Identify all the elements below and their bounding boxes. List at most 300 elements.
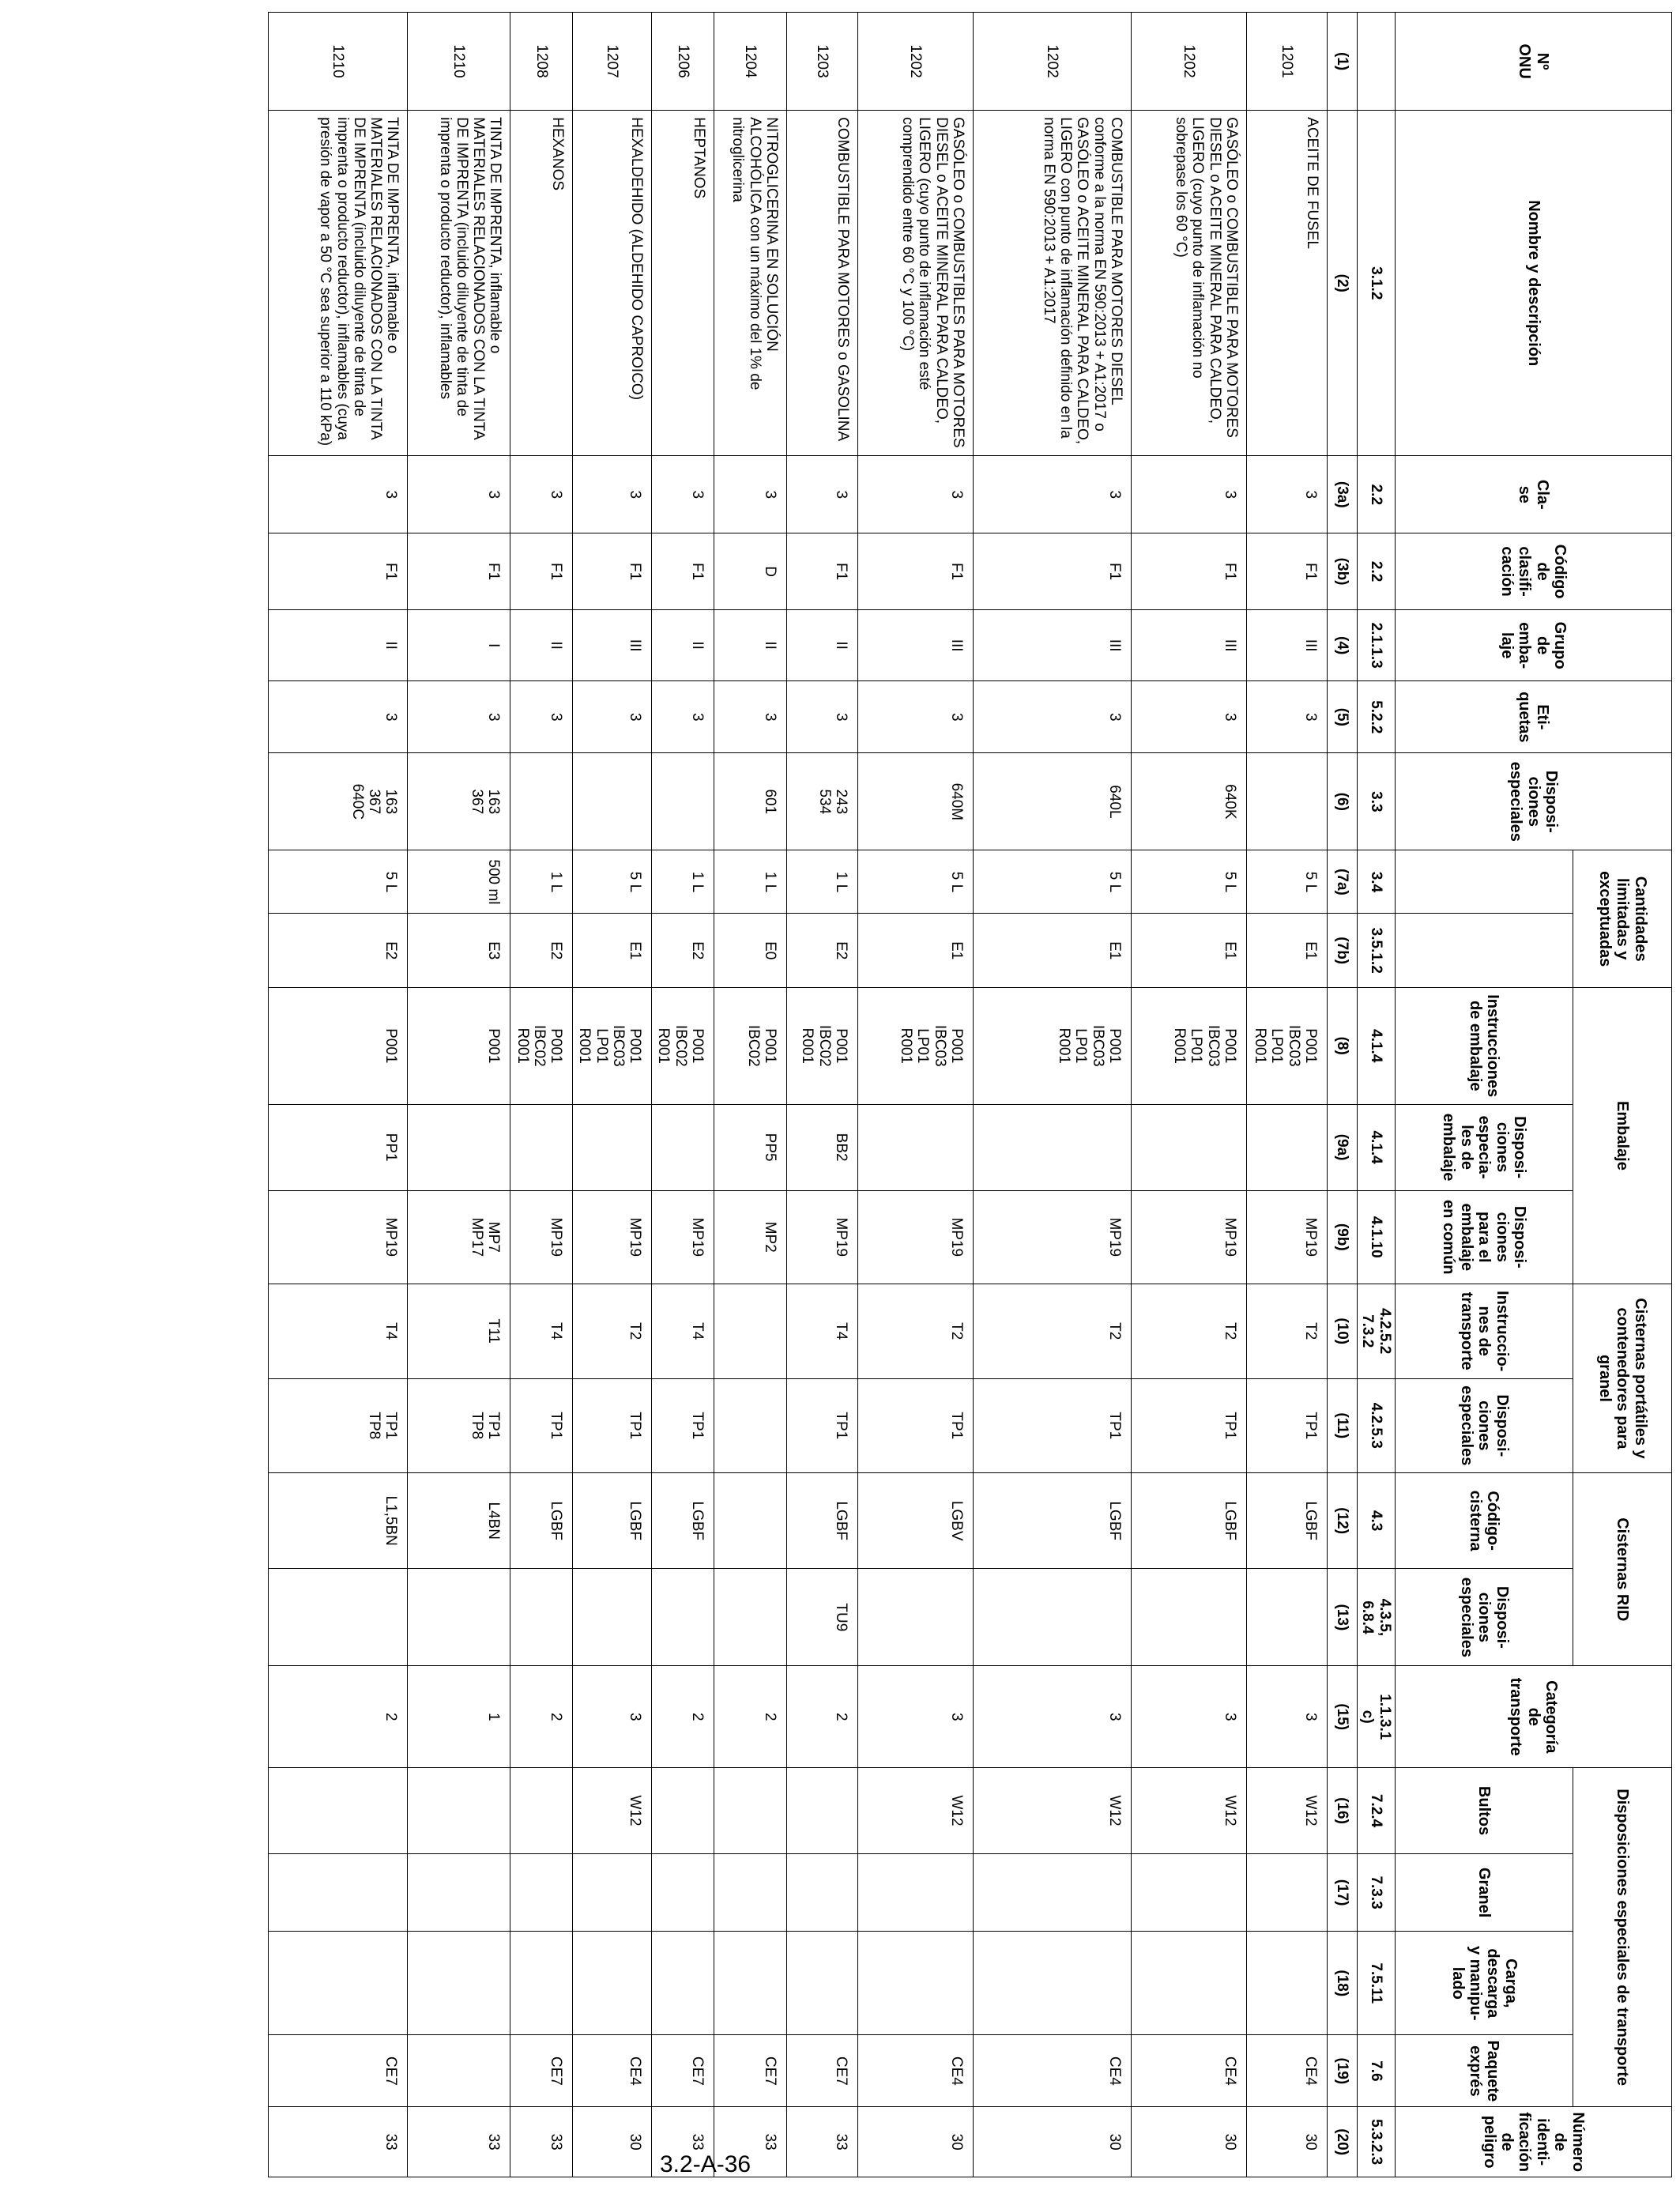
data-cell: F1 — [269, 533, 408, 610]
data-cell — [787, 1768, 858, 1854]
data-cell — [408, 1932, 510, 2035]
un-number-cell: 1203 — [787, 13, 858, 111]
data-cell: 640K — [1132, 753, 1247, 850]
data-cell: E2 — [787, 914, 858, 988]
data-cell — [974, 1569, 1132, 1666]
data-cell: BB2 — [787, 1104, 858, 1190]
header-classification-code: Código de clasifi- cación — [1396, 533, 1672, 610]
data-cell: 3 — [269, 681, 408, 753]
data-cell — [858, 1104, 974, 1190]
data-cell: TP1 — [652, 1378, 714, 1473]
data-cell: TP1 TP8 — [408, 1378, 510, 1473]
data-cell — [269, 1932, 408, 2035]
data-cell — [652, 1768, 714, 1854]
data-cell — [1247, 1932, 1328, 2035]
data-cell: P001 IBC03 LP01 R001 — [1132, 987, 1247, 1104]
header-bulk: Granel — [1396, 1854, 1573, 1932]
data-cell: III — [974, 609, 1132, 680]
header-tank-code: Código- cisterna — [1396, 1473, 1573, 1569]
data-cell: 3 — [408, 681, 510, 753]
header-hazard-id: Número de identi- ficación de peligro — [1396, 2107, 1672, 2177]
data-cell: 500 ml — [408, 850, 510, 914]
data-cell: I — [408, 609, 510, 680]
un-number-cell: 1202 — [858, 13, 974, 111]
data-cell: 3 — [1132, 1666, 1247, 1768]
data-cell: 33 — [408, 2107, 510, 2177]
data-cell — [974, 1854, 1132, 1932]
name-description-cell: GASÓLEO o COMBUSTIBLE PARA MOTORES DIESEL o ACEITE MINERAL PARA CALDEO, LIGERO (cuyo punto de inflamación no sobrepase los 60 °C) — [1132, 111, 1247, 456]
data-cell: 3 — [714, 681, 787, 753]
table-row — [858, 13, 974, 2177]
data-cell — [652, 1854, 714, 1932]
data-cell — [974, 1932, 1132, 2035]
name-description-cell: GASÓLEO o COMBUSTIBLES PARA MOTORES DIESEL o ACEITE MINERAL PARA CALDEO, LIGERO (cuyo punto de inflamación esté comprendido entre 60 °C y 100 °C) — [858, 111, 974, 456]
data-cell: 3 — [787, 456, 858, 533]
data-cell: 1 — [408, 1666, 510, 1768]
data-cell: 163 367 640C — [269, 753, 408, 850]
data-cell: E2 — [510, 914, 573, 988]
ref-cell: 5.2.2 — [1358, 681, 1396, 753]
data-cell — [858, 1569, 974, 1666]
ref-cell: 4.2.5.2 7.3.2 — [1358, 1284, 1396, 1378]
data-cell: 2 — [510, 1666, 573, 1768]
data-cell: T2 — [1247, 1284, 1328, 1378]
data-cell: CE4 — [1132, 2035, 1247, 2107]
data-cell — [974, 1104, 1132, 1190]
data-cell — [408, 1854, 510, 1932]
data-cell: E2 — [652, 914, 714, 988]
ref-cell: 4.2.5.3 — [1358, 1378, 1396, 1473]
data-cell: T2 — [573, 1284, 652, 1378]
data-cell — [787, 1854, 858, 1932]
data-cell: 640L — [974, 753, 1132, 850]
data-cell: 601 — [714, 753, 787, 850]
data-cell: 1 L — [510, 850, 573, 914]
un-number-cell: 1201 — [1247, 13, 1328, 111]
data-cell: 2 — [652, 1666, 714, 1768]
header-loading: Carga, descarga y manipu- lado — [1396, 1932, 1573, 2035]
data-cell — [652, 1932, 714, 2035]
data-cell: F1 — [408, 533, 510, 610]
column-number-cell: (20) — [1328, 2107, 1358, 2177]
header-portable-tanks: Cisternas portátiles y contenedores para granel — [1573, 1284, 1672, 1472]
data-cell: 3 — [573, 681, 652, 753]
data-cell: P001 IBC02 R001 — [652, 987, 714, 1104]
data-cell: CE7 — [510, 2035, 573, 2107]
data-cell — [510, 1854, 573, 1932]
data-cell: 5 L — [573, 850, 652, 914]
data-cell: 3 — [510, 681, 573, 753]
data-cell — [408, 1768, 510, 1854]
data-cell: TP1 TP8 — [269, 1378, 408, 1473]
data-cell: 2 — [714, 1666, 787, 1768]
table-row — [269, 13, 408, 2177]
data-cell — [573, 1854, 652, 1932]
data-cell: TP1 — [1132, 1378, 1247, 1473]
data-cell: W12 — [858, 1768, 974, 1854]
column-number-cell: (17) — [1328, 1854, 1358, 1932]
data-cell: 5 L — [1247, 850, 1328, 914]
column-number-cell: (11) — [1328, 1378, 1358, 1473]
data-cell: L4BN — [408, 1473, 510, 1569]
table-row — [408, 13, 510, 2177]
data-cell: 1 L — [714, 850, 787, 914]
ref-cell: 2.2 — [1358, 533, 1396, 610]
data-cell: 30 — [974, 2107, 1132, 2177]
data-cell: 3 — [408, 456, 510, 533]
data-cell: T2 — [858, 1284, 974, 1378]
data-cell — [510, 1768, 573, 1854]
data-cell: P001 IBC03 LP01 R001 — [974, 987, 1132, 1104]
name-description-cell: TINTA DE IMPRENTA, inflamable o MATERIALES RELACIONADOS CON LA TINTA DE IMPRENTA (incluido diluyente de tinta de imprenta o producto reductor), inflamables (cuya presión de vapor a 50 °C sea superior a 110 kPa) — [269, 111, 408, 456]
data-cell: T11 — [408, 1284, 510, 1378]
data-cell — [714, 1768, 787, 1854]
data-cell — [1247, 1569, 1328, 1666]
data-cell: W12 — [573, 1768, 652, 1854]
header-packaging: Embalaje — [1573, 987, 1672, 1284]
table-row — [573, 13, 652, 2177]
data-cell — [408, 2035, 510, 2107]
header-name: Nombre y descripción — [1396, 111, 1672, 456]
data-cell: MP19 — [974, 1190, 1132, 1284]
data-cell: III — [1132, 609, 1247, 680]
data-cell: P001 IBC02 R001 — [787, 987, 858, 1104]
data-cell: E1 — [974, 914, 1132, 988]
header-packing-instructions: Instrucciones de embalaje — [1396, 987, 1573, 1104]
table-row — [787, 13, 858, 2177]
data-cell — [269, 1854, 408, 1932]
un-number-cell: 1202 — [974, 13, 1132, 111]
data-cell — [510, 753, 573, 850]
column-number-cell: (18) — [1328, 1932, 1358, 2035]
un-number-cell: 1204 — [714, 13, 787, 111]
data-cell: P001 IBC03 LP01 R001 — [573, 987, 652, 1104]
data-cell: II — [652, 609, 714, 680]
data-cell: MP19 — [652, 1190, 714, 1284]
data-cell — [408, 1569, 510, 1666]
data-cell: E3 — [408, 914, 510, 988]
data-cell: E1 — [573, 914, 652, 988]
data-cell: CE7 — [787, 2035, 858, 2107]
header-tank-special: Disposi- ciones especiales — [1396, 1569, 1573, 1666]
data-cell: MP19 — [510, 1190, 573, 1284]
ref-cell: 4.3 — [1358, 1473, 1396, 1569]
ref-cell: 2.2 — [1358, 456, 1396, 533]
data-cell — [1132, 1104, 1247, 1190]
data-cell: 3 — [714, 456, 787, 533]
data-cell: 3 — [652, 456, 714, 533]
data-cell: 3 — [858, 456, 974, 533]
header-row-1 — [1573, 13, 1672, 2177]
data-cell: F1 — [1132, 533, 1247, 610]
data-cell: 33 — [714, 2107, 787, 2177]
data-cell: 3 — [787, 681, 858, 753]
data-cell: 2 — [269, 1666, 408, 1768]
data-cell: P001 IBC02 R001 — [510, 987, 573, 1104]
data-cell: 5 L — [269, 850, 408, 914]
data-cell — [714, 1284, 787, 1378]
name-description-cell: COMBUSTIBLE PARA MOTORES DIESEL conforme a la norma EN 590:2013 + A1:2017 o GASÓLEO o ACEITE MINERAL PARA CALDEO, LIGERO con punto de inflamación definido en la norma EN 590:2013 + A1:2017 — [974, 111, 1132, 456]
header-rid-tanks: Cisternas RID — [1573, 1473, 1672, 1666]
column-number-cell: (7a) — [1328, 850, 1358, 914]
data-cell: 33 — [510, 2107, 573, 2177]
data-cell — [714, 1932, 787, 2035]
header-mixed-packing: Disposi- ciones para el embalaje en común — [1396, 1190, 1573, 1284]
data-cell: II — [510, 609, 573, 680]
ref-cell: 4.1.4 — [1358, 1104, 1396, 1190]
data-cell: T4 — [652, 1284, 714, 1378]
data-cell: 30 — [1247, 2107, 1328, 2177]
column-number-cell: (19) — [1328, 2035, 1358, 2107]
data-cell: P001 — [408, 987, 510, 1104]
data-cell — [1247, 1104, 1328, 1190]
un-number-cell: 1210 — [408, 13, 510, 111]
data-cell: T4 — [269, 1284, 408, 1378]
column-number-cell: (7b) — [1328, 914, 1358, 988]
table-row — [510, 13, 573, 2177]
header-packing-group: Grupo de emba- laje — [1396, 609, 1672, 680]
data-cell: D — [714, 533, 787, 610]
data-cell — [652, 1104, 714, 1190]
data-cell: TP1 — [787, 1378, 858, 1473]
data-cell: III — [1247, 609, 1328, 680]
data-cell — [1132, 1569, 1247, 1666]
data-cell: 33 — [787, 2107, 858, 2177]
un-number-cell: 1207 — [573, 13, 652, 111]
header-excepted-quantity-empty — [1396, 914, 1573, 988]
data-cell — [573, 753, 652, 850]
data-cell — [714, 1569, 787, 1666]
data-cell: 163 367 — [408, 753, 510, 850]
ref-cell: 7.6 — [1358, 2035, 1396, 2107]
column-number-cell: (6) — [1328, 753, 1358, 850]
header-un-number: Nº ONU — [1396, 13, 1672, 111]
data-cell: MP2 — [714, 1190, 787, 1284]
data-cell: II — [714, 609, 787, 680]
data-cell — [573, 1932, 652, 2035]
ref-cell: 3.4 — [1358, 850, 1396, 914]
data-cell: PP5 — [714, 1104, 787, 1190]
data-cell — [858, 1932, 974, 2035]
name-description-cell: COMBUSTIBLE PARA MOTORES o GASOLINA — [787, 111, 858, 456]
data-cell: LGBF — [787, 1473, 858, 1569]
data-cell — [510, 1569, 573, 1666]
data-cell: 3 — [974, 681, 1132, 753]
data-cell — [714, 1854, 787, 1932]
data-cell: LGBF — [974, 1473, 1132, 1569]
data-cell: 3 — [573, 456, 652, 533]
data-cell: T4 — [510, 1284, 573, 1378]
table-body — [269, 13, 1328, 2177]
ref-cell: 1.1.3.1 c) — [1358, 1666, 1396, 1768]
table-row — [1247, 13, 1328, 2177]
data-cell — [510, 1104, 573, 1190]
column-number-cell: (9a) — [1328, 1104, 1358, 1190]
table-row — [652, 13, 714, 2177]
data-cell: E1 — [1247, 914, 1328, 988]
header-transport-category: Categoría de transporte — [1396, 1666, 1672, 1768]
data-cell: W12 — [1247, 1768, 1328, 1854]
data-cell: F1 — [787, 533, 858, 610]
header-limited-quantities: Cantidades limitadas y exceptuadas — [1573, 850, 1672, 988]
data-cell — [1247, 753, 1328, 850]
data-cell: L1,5BN — [269, 1473, 408, 1569]
data-cell: TP1 — [573, 1378, 652, 1473]
column-number-cell: (15) — [1328, 1666, 1358, 1768]
data-cell: F1 — [573, 533, 652, 610]
data-cell: TP1 — [1247, 1378, 1328, 1473]
data-cell: LGBF — [652, 1473, 714, 1569]
dangerous-goods-table — [268, 12, 1672, 2177]
column-number-cell: (2) — [1328, 111, 1358, 456]
data-cell: 1 L — [652, 850, 714, 914]
data-cell: P001 IBC03 LP01 R001 — [858, 987, 974, 1104]
data-cell: LGBF — [1132, 1473, 1247, 1569]
name-description-cell: ACEITE DE FUSEL — [1247, 111, 1328, 456]
table-row — [1132, 13, 1247, 2177]
header-packages: Bultos — [1396, 1768, 1573, 1854]
column-number-cell: (16) — [1328, 1768, 1358, 1854]
data-cell: 30 — [858, 2107, 974, 2177]
data-cell — [269, 1569, 408, 1666]
data-cell: E1 — [858, 914, 974, 988]
column-number-cell: (8) — [1328, 987, 1358, 1104]
data-cell: CE4 — [858, 2035, 974, 2107]
data-cell: E1 — [1132, 914, 1247, 988]
data-cell: 3 — [974, 1666, 1132, 1768]
data-cell — [573, 1104, 652, 1190]
data-cell: F1 — [858, 533, 974, 610]
data-cell: P001 IBC02 — [714, 987, 787, 1104]
data-cell — [787, 1932, 858, 2035]
data-cell: MP19 — [573, 1190, 652, 1284]
data-cell: CE7 — [714, 2035, 787, 2107]
data-cell: E0 — [714, 914, 787, 988]
un-number-cell: 1206 — [652, 13, 714, 111]
data-cell — [1132, 1854, 1247, 1932]
header-labels: Eti- quetas — [1396, 681, 1672, 753]
reference-row — [1358, 13, 1396, 2177]
data-cell: CE7 — [269, 2035, 408, 2107]
ref-cell — [1358, 13, 1396, 111]
data-cell: F1 — [1247, 533, 1328, 610]
data-cell: LGBF — [1247, 1473, 1328, 1569]
data-cell: 3 — [1247, 456, 1328, 533]
ref-cell: 4.1.10 — [1358, 1190, 1396, 1284]
data-cell: CE4 — [1247, 2035, 1328, 2107]
data-cell — [269, 1768, 408, 1854]
header-special-packing-provisions: Disposi- ciones especia- les de embalaje — [1396, 1104, 1573, 1190]
data-cell: 3 — [858, 681, 974, 753]
data-cell: LGBF — [510, 1473, 573, 1569]
data-cell: LGBV — [858, 1473, 974, 1569]
ref-cell: 7.2.4 — [1358, 1768, 1396, 1854]
data-cell: MP19 — [1247, 1190, 1328, 1284]
ref-cell: 3.3 — [1358, 753, 1396, 850]
data-cell — [652, 753, 714, 850]
data-cell: 3 — [974, 456, 1132, 533]
name-description-cell: TINTA DE IMPRENTA, inflamable o MATERIALES RELACIONADOS CON LA TINTA DE IMPRENTA (incluido diluyente de tinta de imprenta o producto reductor), inflamables — [408, 111, 510, 456]
header-special-provisions: Disposi- ciones especiales — [1396, 753, 1672, 850]
data-cell: 2 — [787, 1666, 858, 1768]
data-cell: W12 — [974, 1768, 1132, 1854]
data-cell — [652, 1569, 714, 1666]
data-cell — [714, 1378, 787, 1473]
data-cell: F1 — [510, 533, 573, 610]
ref-cell: 7.5.11 — [1358, 1932, 1396, 2035]
data-cell: 3 — [1247, 1666, 1328, 1768]
data-cell: PP1 — [269, 1104, 408, 1190]
column-number-cell: (13) — [1328, 1569, 1358, 1666]
name-description-cell: HEXALDEHIDO (ALDEHIDO CAPROICO) — [573, 111, 652, 456]
header-class: Cla- se — [1396, 456, 1672, 533]
data-cell: 3 — [858, 1666, 974, 1768]
data-cell: T2 — [1132, 1284, 1247, 1378]
data-cell: 5 L — [858, 850, 974, 914]
data-cell: 3 — [1247, 681, 1328, 753]
data-cell — [1247, 1854, 1328, 1932]
data-cell: III — [858, 609, 974, 680]
data-cell: F1 — [652, 533, 714, 610]
page-number: 3.2-A-36 — [660, 2151, 751, 2177]
data-cell: T2 — [974, 1284, 1132, 1378]
header-limited-quantity-empty — [1396, 850, 1573, 914]
data-cell — [573, 1569, 652, 1666]
ref-cell: 2.1.1.3 — [1358, 609, 1396, 680]
column-number-cell: (3b) — [1328, 533, 1358, 610]
data-cell — [714, 1473, 787, 1569]
table-row — [974, 13, 1132, 2177]
data-cell: II — [787, 609, 858, 680]
data-cell — [858, 1854, 974, 1932]
ref-cell: 7.3.3 — [1358, 1854, 1396, 1932]
data-cell: 640M — [858, 753, 974, 850]
data-cell: E2 — [269, 914, 408, 988]
data-cell: 33 — [269, 2107, 408, 2177]
data-cell: TP1 — [858, 1378, 974, 1473]
ref-cell: 5.3.2.3 — [1358, 2107, 1396, 2177]
column-number-cell: (3a) — [1328, 456, 1358, 533]
ref-cell: 3.1.2 — [1358, 111, 1396, 456]
data-cell: F1 — [974, 533, 1132, 610]
data-cell: TP1 — [510, 1378, 573, 1473]
data-cell — [408, 1104, 510, 1190]
un-number-cell: 1202 — [1132, 13, 1247, 111]
data-cell: TU9 — [787, 1569, 858, 1666]
data-cell: MP19 — [1132, 1190, 1247, 1284]
data-cell: TP1 — [974, 1378, 1132, 1473]
data-cell: 30 — [1132, 2107, 1247, 2177]
data-cell: 5 L — [1132, 850, 1247, 914]
data-cell: II — [269, 609, 408, 680]
data-cell: W12 — [1132, 1768, 1247, 1854]
landscape-sheet — [317, 0, 1680, 2177]
data-cell: III — [573, 609, 652, 680]
data-cell: 3 — [510, 456, 573, 533]
header-special-transport: Disposiciones especiales de transporte — [1573, 1768, 1672, 2107]
name-description-cell: NITROGLICERINA EN SOLUCIÓN ALCOHÓLICA con un máximo del 1% de nitroglicerina — [714, 111, 787, 456]
data-cell: 3 — [573, 1666, 652, 1768]
data-cell: P001 IBC03 LP01 R001 — [1247, 987, 1328, 1104]
column-number-cell: (12) — [1328, 1473, 1358, 1569]
column-number-cell: (4) — [1328, 609, 1358, 680]
data-cell: 5 L — [974, 850, 1132, 914]
header-pt-special: Disposi- ciones especiales — [1396, 1378, 1573, 1473]
data-cell: P001 — [269, 987, 408, 1104]
column-number-cell: (10) — [1328, 1284, 1358, 1378]
data-cell: 30 — [573, 2107, 652, 2177]
data-cell: 1 L — [787, 850, 858, 914]
